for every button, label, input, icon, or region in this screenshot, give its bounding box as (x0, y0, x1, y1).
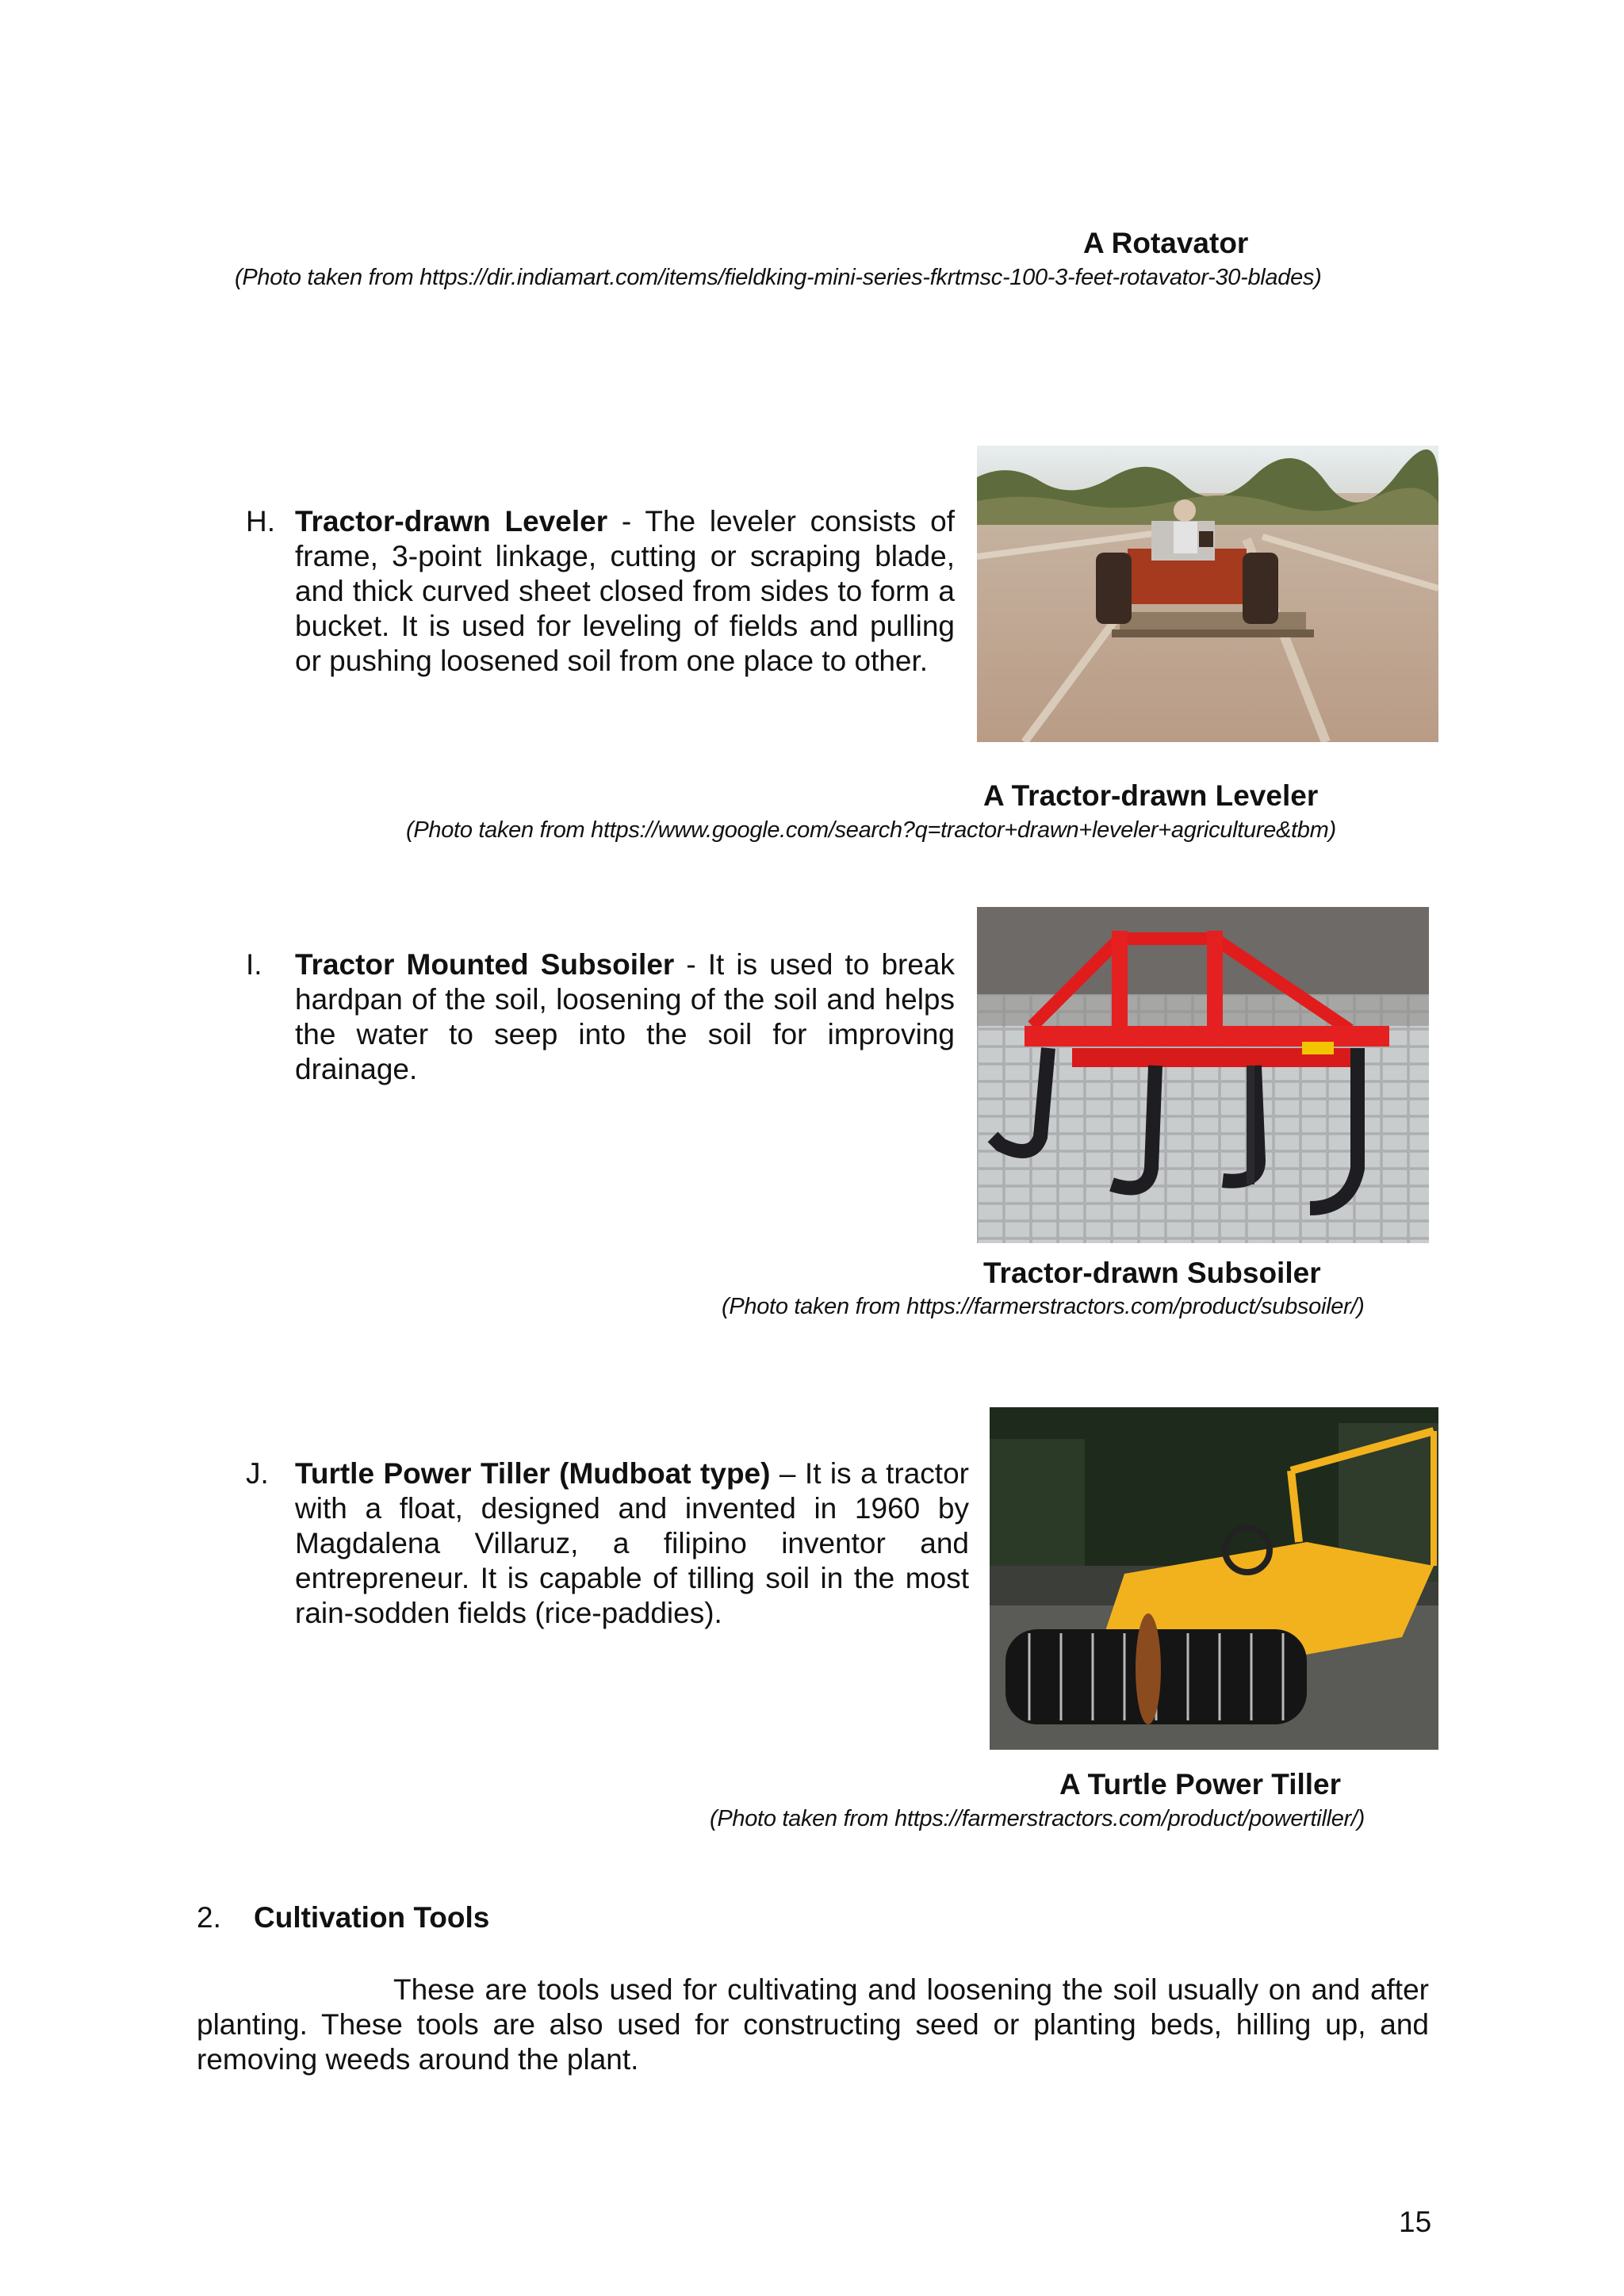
item-turtle-power-tiller (246, 1456, 969, 1629)
item-description: - It is used to break hardpan of the soil, loosening of the soil and helps the water to seep into the soil for improving drainage. (295, 948, 955, 1085)
subsoiler-photo (977, 907, 1429, 1243)
leveler-caption-title: A Tractor-drawn Leveler (983, 779, 1319, 812)
section-number: 2. (197, 1901, 221, 1934)
section-paragraph: These are tools used for cultivating and loosening the soil usually on and after planting. These tools are also used for constructing seed or planting beds, hilling up, and removing weeds around the plant. (197, 1973, 1429, 2076)
item-text (295, 947, 955, 1087)
page-number: 15 (1399, 2206, 1432, 2238)
item-marker: H. (246, 505, 275, 538)
item-tractor-mounted-subsoiler (246, 947, 955, 1090)
rotavator-caption-title: A Rotavator (1083, 227, 1249, 259)
rotavator-caption-source: (Photo taken from https://dir.indiamart.com/items/fieldking-mini-series-fkrtmsc-100-3-feet-rotavator-30-blades) (235, 265, 1322, 290)
subsoiler-caption-source: (Photo taken from https://farmerstractors.com/product/subsoiler/) (722, 1294, 1365, 1319)
tractor-leveler-photo (977, 446, 1438, 742)
item-term: Tractor-drawn Leveler (295, 505, 608, 538)
item-term: Tractor Mounted Subsoiler (295, 948, 675, 981)
section-title: Cultivation Tools (254, 1901, 490, 1934)
item-tractor-drawn-leveler (246, 504, 955, 718)
item-description: - The leveler consists of frame, 3-point linkage, cutting or scraping blade, and thick curved sheet closed from sides to form a bucket. It is used for leveling of fields and pulling or pushing loosened soil from one place to other. (295, 505, 955, 677)
item-description: – It is a tractor with a float, designed and invented in 1960 by Magdalena Villaruz, a filipino inventor and entrepreneur. It is capable of tilling soil in the most rain-sodden fields (rice-paddies). (295, 1457, 969, 1629)
power-tiller-photo (990, 1407, 1438, 1750)
leveler-caption-source: (Photo taken from https://www.google.com/search?q=tractor+drawn+leveler+agriculture&tbm) (406, 817, 1336, 843)
item-marker: I. (246, 948, 262, 981)
tiller-caption-source: (Photo taken from https://farmerstractors.com/product/powertiller/) (710, 1806, 1365, 1831)
item-text (295, 504, 955, 679)
tiller-caption-title: A Turtle Power Tiller (1059, 1768, 1342, 1800)
item-marker: J. (246, 1457, 269, 1490)
item-text (295, 1456, 969, 1631)
section-heading (197, 1901, 490, 1934)
item-term: Turtle Power Tiller (Mudboat type) (295, 1457, 771, 1490)
subsoiler-caption-title: Tractor-drawn Subsoiler (983, 1257, 1321, 1289)
